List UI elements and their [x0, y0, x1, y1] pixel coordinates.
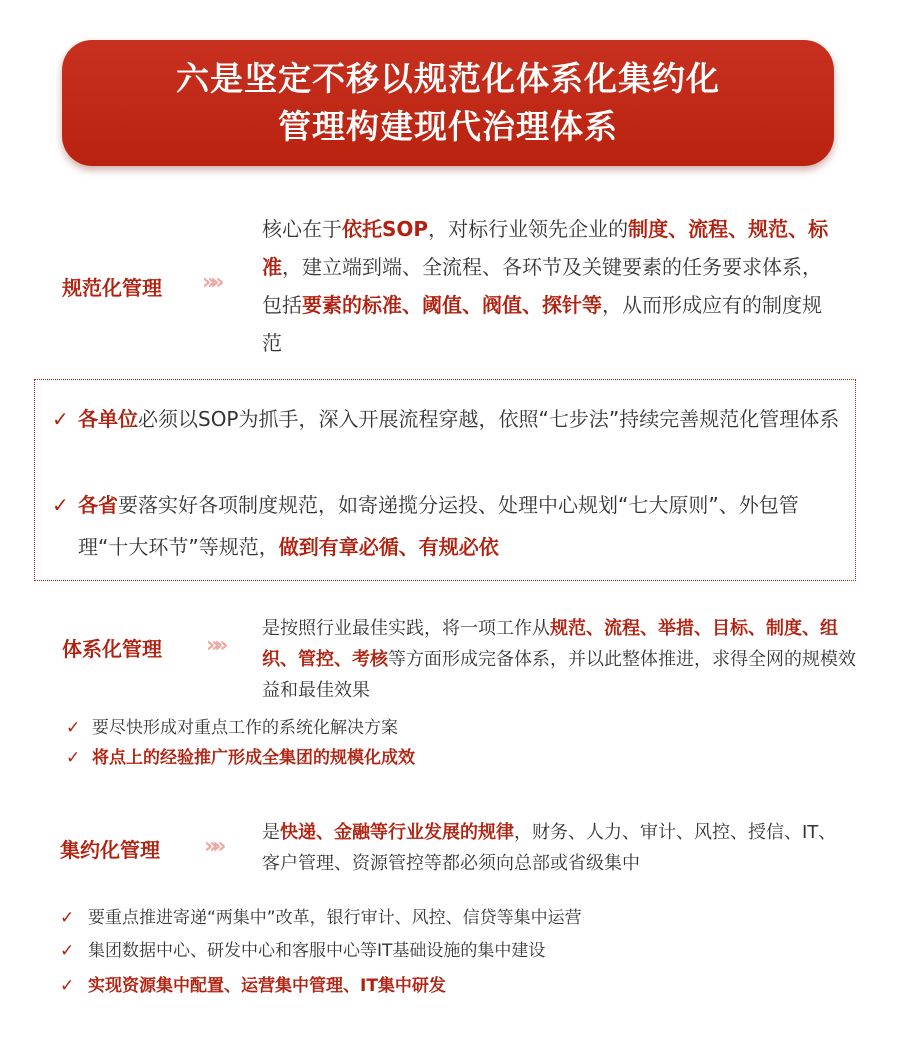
chevron-right-icon: »» — [204, 834, 221, 859]
item-emphasis: 做到有章必循、有规必依 — [278, 535, 499, 559]
section-description — [262, 210, 837, 362]
section-label-intensification: 集约化管理 — [60, 838, 160, 862]
item-emphasis: 各单位 — [78, 407, 138, 431]
desc-emphasis: 要素的标准、阈值、阀值、探针等 — [302, 293, 602, 317]
check-icon: ✓ — [60, 908, 75, 928]
check-icon: ✓ — [60, 941, 75, 961]
check-icon: ✓ — [52, 493, 69, 517]
desc-text: 是 — [262, 822, 280, 843]
check-icon: ✓ — [66, 748, 81, 768]
item-text: 集团数据中心、研发中心和客服中心等IT基础设施的集中建设 — [88, 941, 546, 961]
list-item — [60, 971, 446, 1001]
desc-emphasis: 依托SOP — [342, 217, 429, 241]
chevron-right-icon: »» — [202, 270, 219, 295]
section-description — [262, 613, 857, 706]
check-icon: ✓ — [66, 718, 81, 738]
desc-text: ，对标行业领先企业的 — [428, 217, 629, 241]
desc-text: 核心在于 — [262, 217, 342, 241]
item-text: 必须以SOP为抓手，深入开展流程穿越，依照“七步法”持续完善规范化管理体系 — [138, 407, 840, 431]
chevron-right-icon: »» — [206, 633, 223, 658]
item-emphasis: 各省 — [78, 493, 118, 517]
section-description — [262, 817, 847, 879]
item-text: 要落实好各项制度规范，如寄递揽分运投、处理中心规划“七大原则”、外包管理“十大环节”等规范， — [78, 493, 799, 559]
desc-text: ，建立端到端、全流程、各环节及关键要素的任务要求体系，包括 — [262, 255, 822, 317]
title-line-2: 管理构建现代治理体系 — [278, 107, 618, 146]
desc-text: 等方面形成完备体系，并以此整体推进，求得全网的规模效益和最佳效果 — [262, 649, 856, 701]
item-text: 要尽快形成对重点工作的系统化解决方案 — [92, 718, 398, 738]
desc-text: ，财务、人力、审计、风控、授信、IT、客户管理、资源管控等都必须向总部或省级集中 — [262, 822, 837, 874]
list-item — [52, 398, 844, 440]
desc-text: ，从而形成应有的制度规范 — [262, 293, 822, 355]
item-emphasis: 实现资源集中配置、运营集中管理、IT集中研发 — [88, 976, 446, 996]
desc-emphasis: 制度、流程、规范、标准 — [262, 217, 829, 279]
item-text: 要重点推进寄递“两集中”改革，银行审计、风控、信贷等集中运营 — [88, 908, 582, 928]
section-label-standardization: 规范化管理 — [62, 276, 162, 300]
check-icon: ✓ — [52, 407, 69, 431]
list-item — [60, 936, 545, 966]
list-item — [66, 713, 398, 743]
list-item — [52, 484, 844, 568]
list-item — [60, 903, 582, 933]
desc-emphasis: 规范、流程、举措、目标、制度、组织、管控、考核 — [262, 618, 838, 670]
item-emphasis: 将点上的经验推广形成全集团的规模化成效 — [92, 748, 415, 768]
title-banner — [62, 40, 834, 166]
title-line-1: 六是坚定不移以规范化体系化集约化 — [176, 59, 720, 98]
desc-text: 是按照行业最佳实践，将一项工作从 — [262, 618, 550, 639]
section-label-systematization: 体系化管理 — [62, 637, 162, 661]
check-icon: ✓ — [60, 976, 75, 996]
desc-emphasis: 快递、金融等行业发展的规律 — [280, 822, 514, 843]
list-item — [66, 743, 415, 773]
